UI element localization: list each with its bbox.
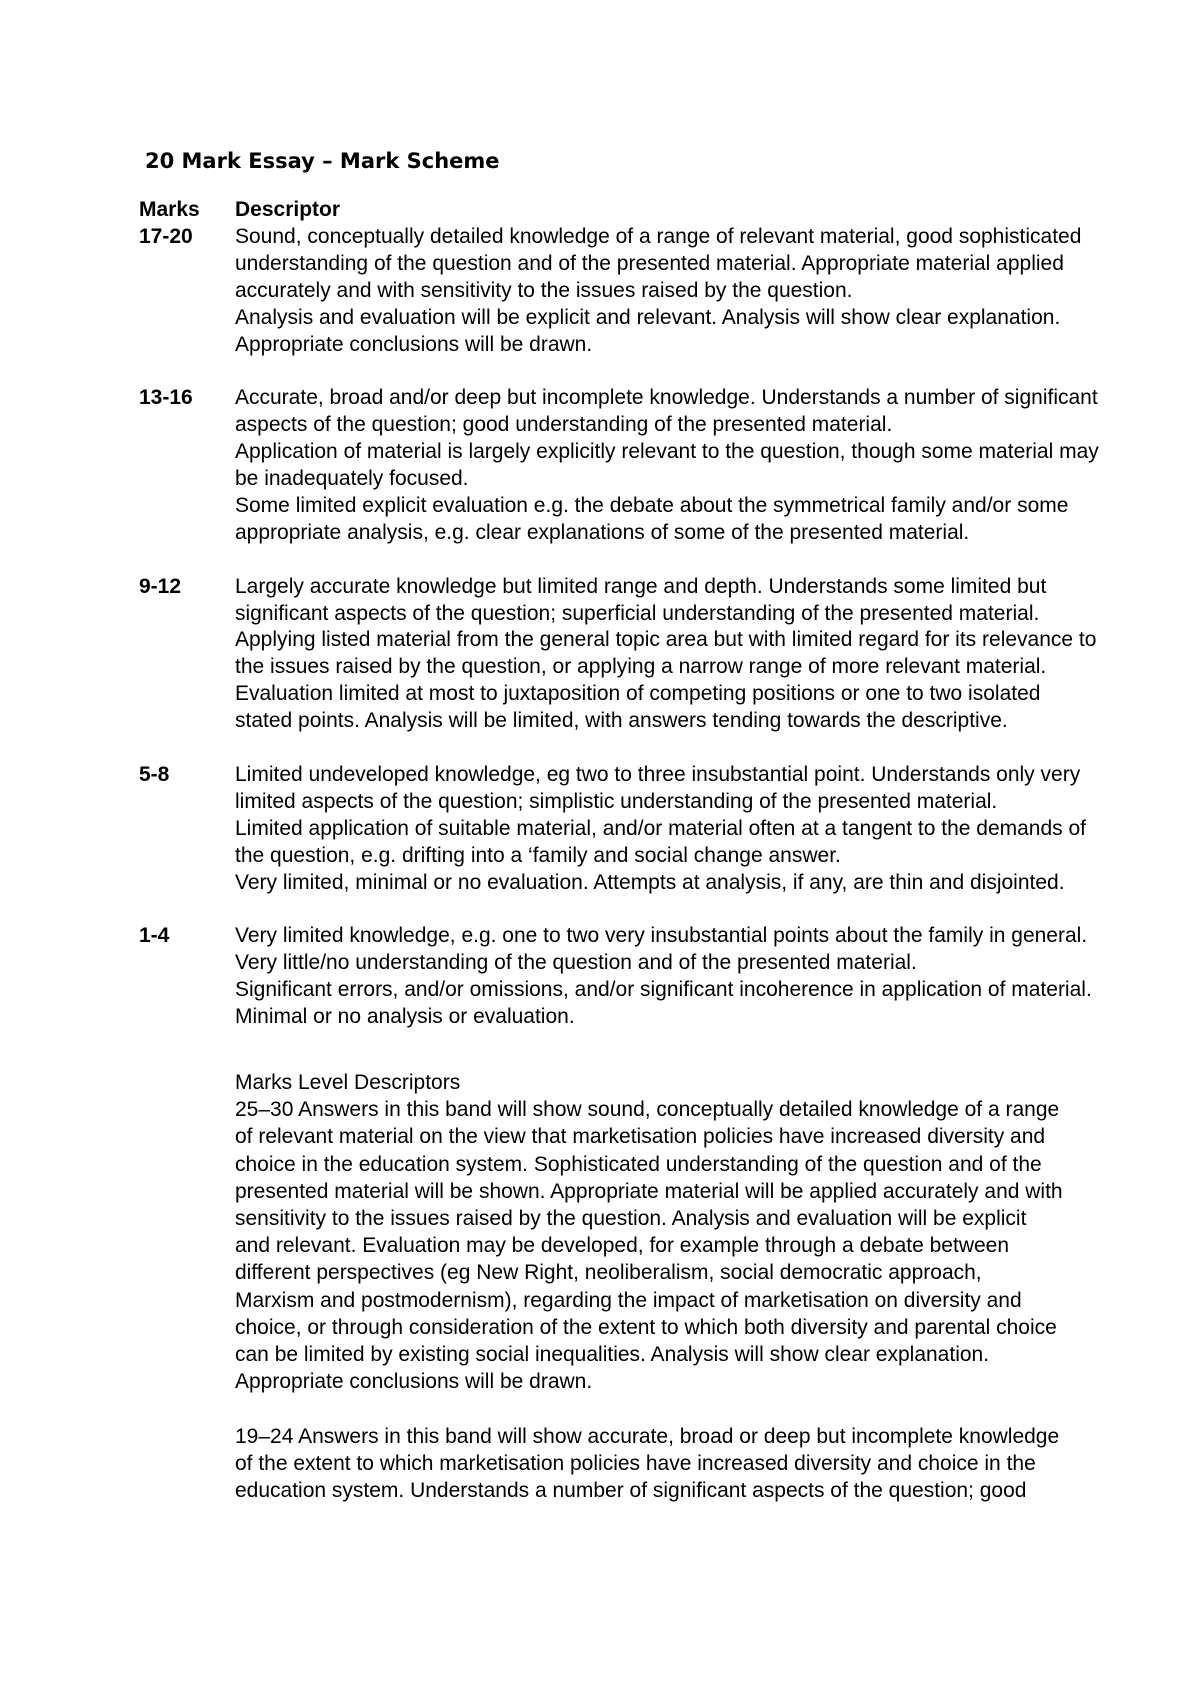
descriptor-column-header: Descriptor — [235, 198, 341, 221]
descriptor-line: aspects of the question; good understanding of the presented material. — [235, 413, 893, 437]
descriptor-line: Analysis and evaluation will be explicit and relevant. Analysis will show clear explanation. — [235, 305, 1061, 329]
band-marks: 17-20 — [139, 224, 193, 248]
descriptor-line: Some limited explicit evaluation e.g. the debate about the symmetrical family and/or some — [235, 493, 1069, 517]
descriptor-line: Minimal or no analysis or evaluation. — [235, 1005, 575, 1029]
descriptor-line: the issues raised by the question, or applying a narrow range of more relevant material. — [235, 655, 1047, 679]
descriptor-line: Accurate, broad and/or deep but incomplete knowledge. Understands a number of significant — [235, 386, 1098, 410]
descriptor-line: the question, e.g. drifting into a ‘family and social change answer. — [235, 843, 841, 867]
level-line: 25–30 Answers in this band will show sound, conceptually detailed knowledge of a range — [235, 1098, 1060, 1122]
level-line: different perspectives (eg New Right, neoliberalism, social democratic approach, — [235, 1261, 982, 1285]
descriptor-line: Very little/no understanding of the question and of the presented material. — [235, 951, 917, 975]
descriptor-line: significant aspects of the question; superficial understanding of the presented material. — [235, 601, 1040, 625]
descriptor-line: Significant errors, and/or omissions, and/or significant incoherence in application of material. — [235, 978, 1092, 1002]
level-line: education system. Understands a number of significant aspects of the question; good — [235, 1479, 1027, 1503]
descriptor-line: Sound, conceptually detailed knowledge of a range of relevant material, good sophisticated — [235, 224, 1082, 248]
descriptor-line: Very limited knowledge, e.g. one to two very insubstantial points about the family in general. — [235, 924, 1088, 948]
marks-column-header: Marks — [139, 198, 200, 221]
descriptor-line: Application of material is largely explicitly relevant to the question, though some material may — [235, 440, 1099, 464]
level-line: Marks Level Descriptors — [235, 1071, 461, 1094]
descriptor-line: Very limited, minimal or no evaluation. Attempts at analysis, if any, are thin and disjointed. — [235, 870, 1065, 894]
level-paragraph — [235, 1069, 1063, 1395]
descriptor-line: Largely accurate knowledge but limited range and depth. Understands some limited but — [235, 574, 1047, 598]
band-marks: 9-12 — [139, 574, 182, 598]
mark-band-row — [139, 224, 1189, 359]
band-marks: 1-4 — [139, 924, 170, 948]
table-header-row — [139, 197, 1189, 224]
descriptor-line: Applying listed material from the general topic area but with limited regard for its relevance to — [235, 628, 1097, 652]
level-line: Appropriate conclusions will be drawn. — [235, 1370, 593, 1394]
level-line: presented material will be shown. Appropriate material will be applied accurately and with — [235, 1179, 1063, 1203]
mark-band-row — [139, 385, 1189, 546]
descriptor-line: be inadequately focused. — [235, 467, 469, 491]
band-marks: 5-8 — [139, 762, 170, 786]
mark-band-row — [139, 923, 1189, 1031]
level-line: of the extent to which marketisation policies have increased diversity and choice in the — [235, 1451, 1036, 1475]
level-line: sensitivity to the issues raised by the question. Analysis and evaluation will be explicit — [235, 1207, 1027, 1231]
band-descriptor — [235, 385, 1189, 546]
mark-scheme-table — [139, 197, 1189, 1031]
level-paragraph — [235, 1423, 1063, 1505]
document-title: 20 Mark Essay – Mark Scheme — [145, 149, 500, 173]
descriptor-line: Evaluation limited at most to juxtaposition of competing positions or one to two isolated — [235, 682, 1041, 706]
band-descriptor — [235, 574, 1189, 735]
band-descriptor — [235, 923, 1189, 1031]
level-line: 19–24 Answers in this band will show accurate, broad or deep but incomplete knowledge — [235, 1424, 1060, 1448]
descriptor-line: limited aspects of the question; simplistic understanding of the presented material. — [235, 789, 998, 813]
mark-band-row — [139, 574, 1189, 735]
level-line: and relevant. Evaluation may be developed, for example through a debate between — [235, 1234, 1010, 1258]
level-line: can be limited by existing social inequalities. Analysis will show clear explanation. — [235, 1343, 990, 1367]
descriptor-line: stated points. Analysis will be limited, with answers tending towards the descriptive. — [235, 709, 1008, 733]
descriptor-line: accurately and with sensitivity to the issues raised by the question. — [235, 278, 853, 302]
level-descriptors — [235, 1069, 1063, 1504]
mark-bands — [139, 224, 1189, 1031]
descriptor-line: understanding of the question and of the presented material. Appropriate material applied — [235, 251, 1064, 275]
descriptor-line: appropriate analysis, e.g. clear explanations of some of the presented material. — [235, 520, 970, 544]
band-marks: 13-16 — [139, 386, 193, 410]
level-line: Marxism and postmodernism), regarding the impact of marketisation on diversity and — [235, 1288, 1022, 1312]
descriptor-line: Limited undeveloped knowledge, eg two to three insubstantial point. Understands only very — [235, 762, 1081, 786]
band-descriptor — [235, 224, 1189, 359]
level-line: choice, or through consideration of the extent to which both diversity and parental choice — [235, 1315, 1057, 1339]
descriptor-line: Appropriate conclusions will be drawn. — [235, 332, 593, 356]
descriptor-line: Limited application of suitable material, and/or material often at a tangent to the demands of — [235, 816, 1087, 840]
level-line: choice in the education system. Sophisticated understanding of the question and of the — [235, 1152, 1042, 1176]
mark-band-row — [139, 762, 1189, 897]
level-line: of relevant material on the view that marketisation policies have increased diversity and — [235, 1125, 1046, 1149]
band-descriptor — [235, 762, 1189, 897]
